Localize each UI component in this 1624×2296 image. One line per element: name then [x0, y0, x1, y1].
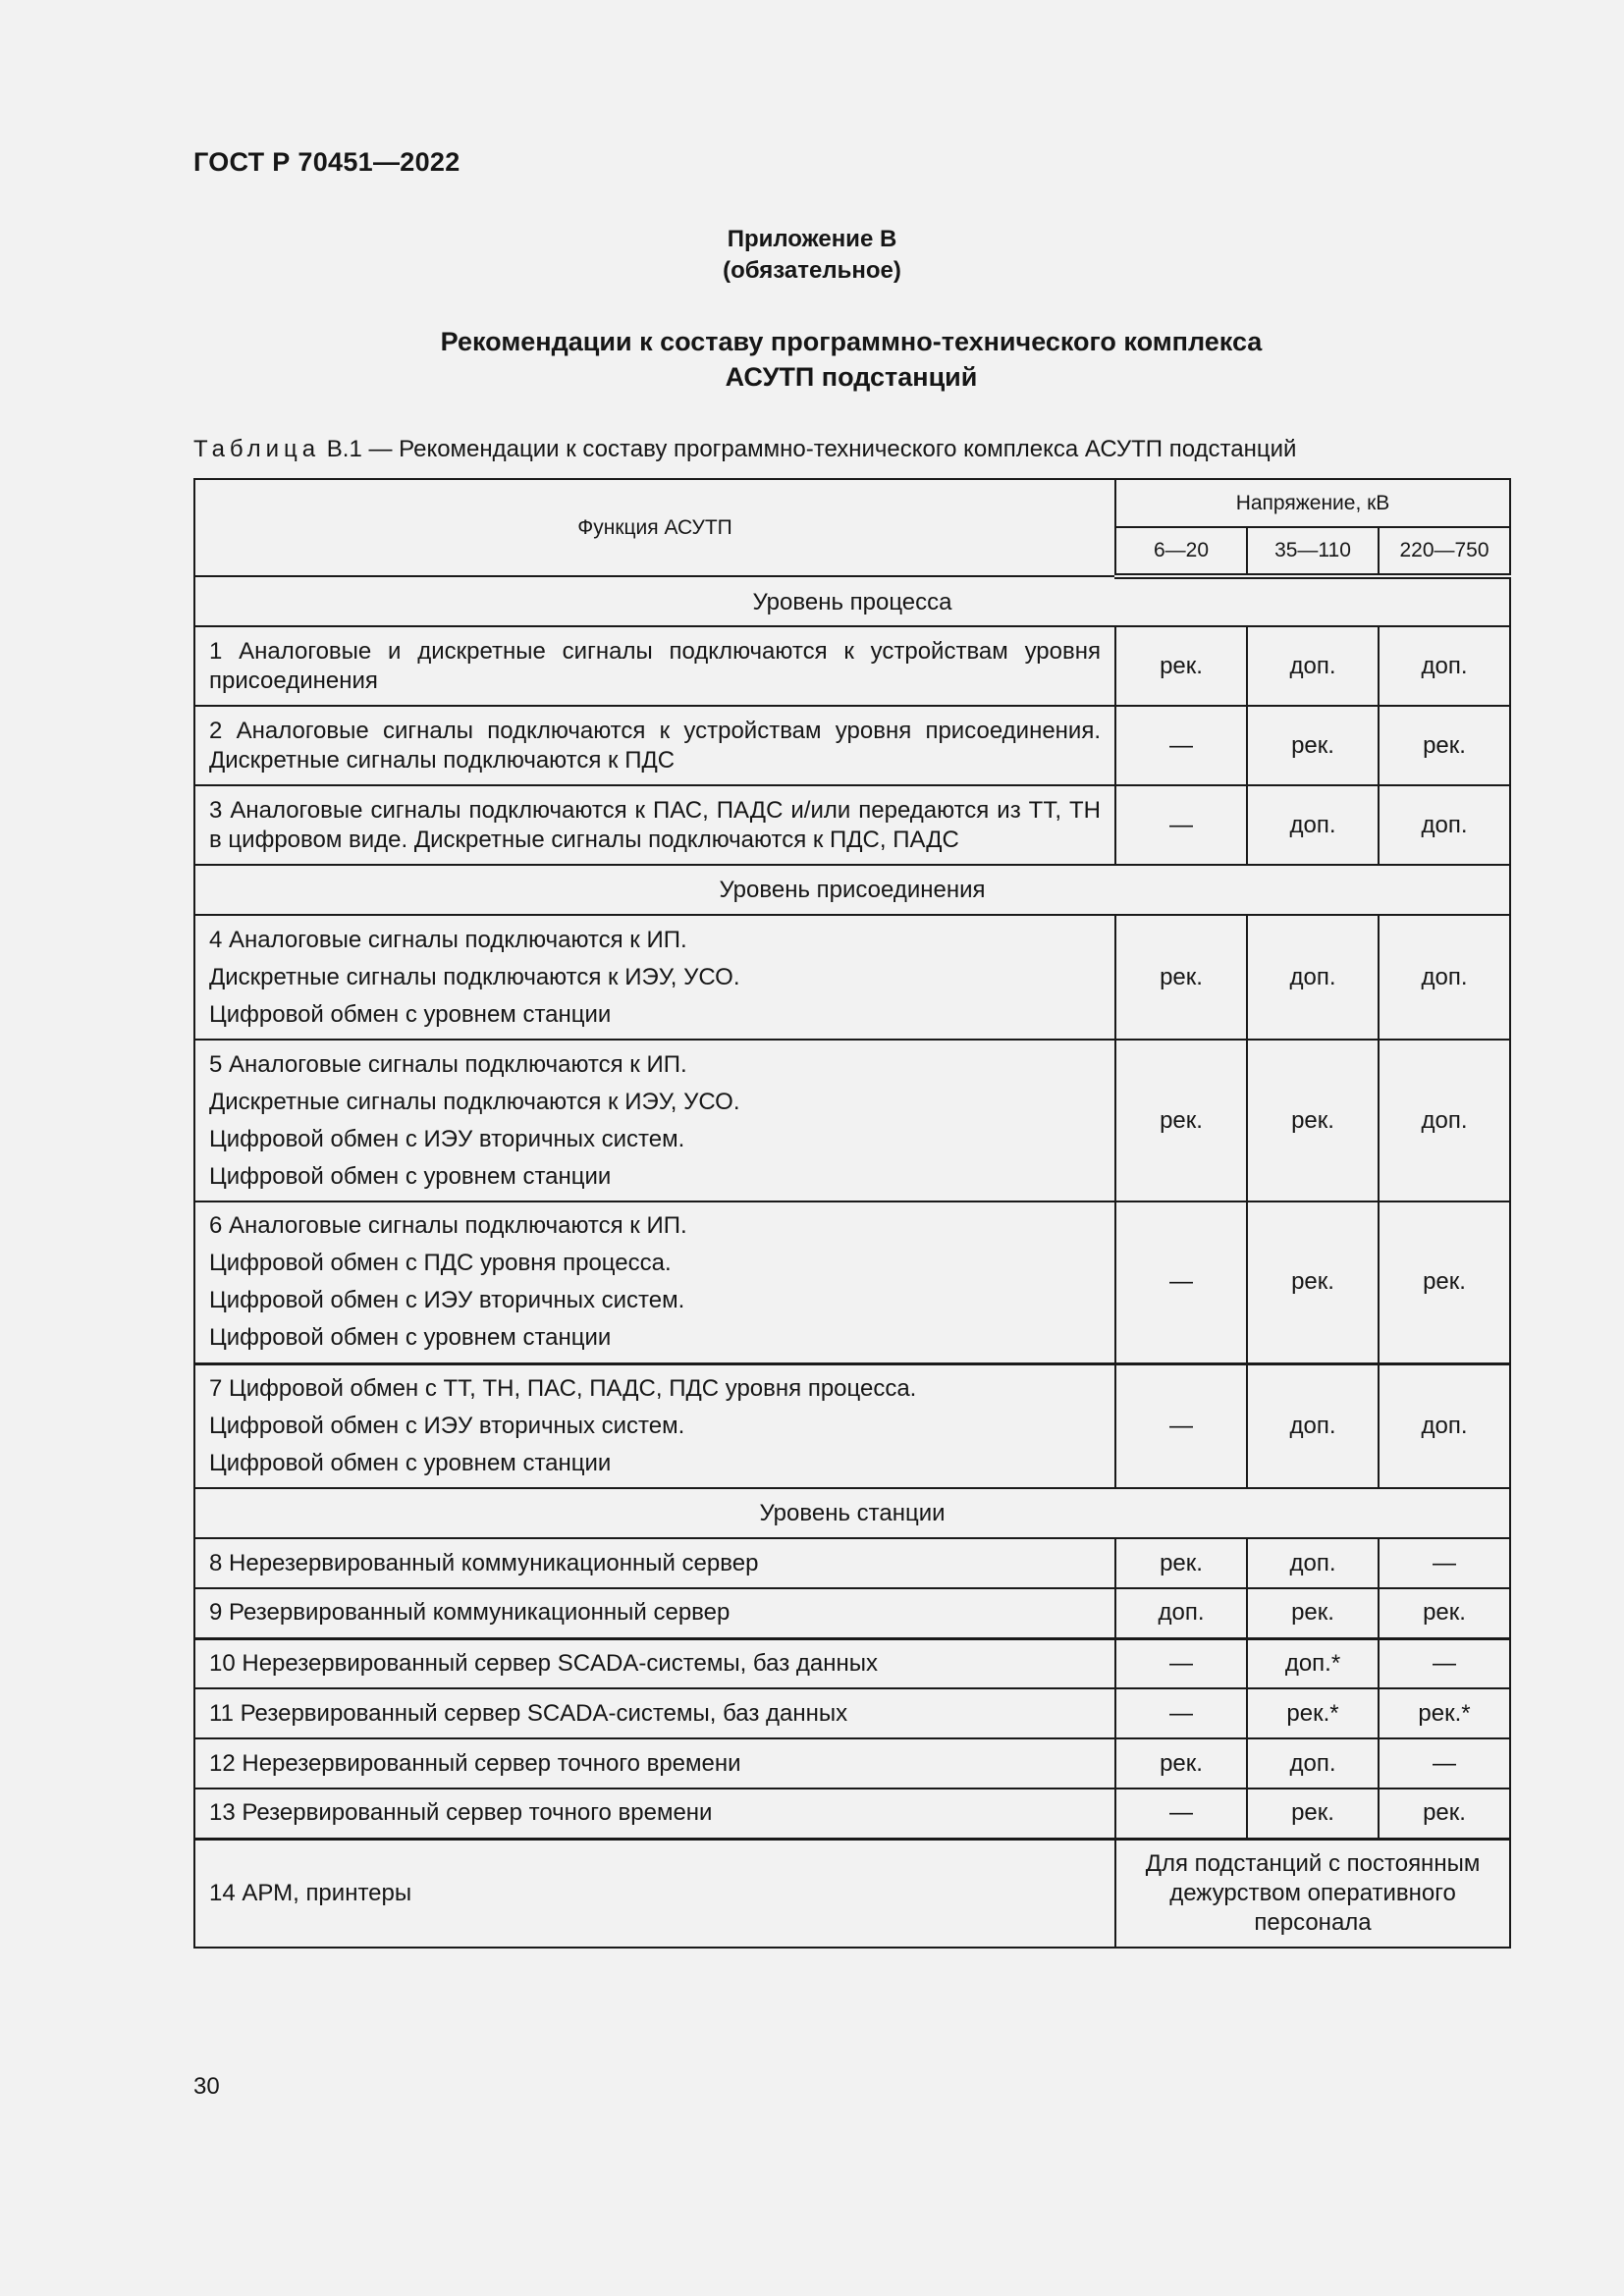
function-cell: 11 Резервированный сервер SCADA-системы, баз данных: [194, 1688, 1115, 1738]
function-text: Цифровой обмен с уровнем станции: [209, 1324, 612, 1352]
section-row: Уровень станции: [194, 1488, 1510, 1538]
function-text: Дискретные сигналы подключаются к ИЭУ, УСО.: [209, 963, 740, 990]
value-cell: рек.: [1379, 1201, 1510, 1363]
header-function: Функция АСУТП: [194, 479, 1115, 576]
function-text: Цифровой обмен с ИЭУ вторичных систем.: [209, 1125, 685, 1152]
value-cell: доп.: [1247, 915, 1379, 1040]
function-text: 4 Аналоговые сигналы подключаются к ИП.: [209, 926, 687, 953]
function-cell: 13 Резервированный сервер точного времени: [194, 1789, 1115, 1839]
value-cell: рек.*: [1247, 1688, 1379, 1738]
function-cell: 8 Нерезервированный коммуникационный сервер: [194, 1538, 1115, 1588]
value-cell: рек.: [1247, 1588, 1379, 1638]
value-cell: рек.: [1115, 626, 1247, 706]
value-cell: доп.: [1247, 1363, 1379, 1488]
function-cell: [194, 785, 1115, 865]
value-cell: рек.: [1247, 706, 1379, 785]
function-text: 5 Аналоговые сигналы подключаются к ИП.: [209, 1050, 687, 1078]
function-text: 6 Аналоговые сигналы подключаются к ИП.: [209, 1212, 687, 1240]
section-heading-line-1: Рекомендации к составу программно-технического комплекса: [440, 327, 1263, 356]
appendix-status: (обязательное): [723, 257, 901, 284]
function-text: Цифровой обмен с уровнем станции: [209, 1162, 612, 1190]
recommendations-table: [193, 478, 1511, 1949]
appendix-heading: [0, 224, 1624, 287]
value-cell: доп.: [1247, 1538, 1379, 1588]
function-text: Цифровой обмен с ИЭУ вторичных систем.: [209, 1287, 685, 1314]
header-voltage-range: 6—20: [1115, 527, 1247, 576]
function-text: 2 Аналоговые сигналы подключаются к устройствам уровня присоединения. Дискретные сигналы подключаются к ПДС: [209, 717, 1101, 774]
appendix-title: Приложение В: [727, 226, 897, 252]
header-voltage: Напряжение, кВ: [1115, 479, 1510, 527]
value-cell: рек.*: [1379, 1688, 1510, 1738]
value-cell: доп.: [1379, 1363, 1510, 1488]
value-cell: доп.: [1115, 1588, 1247, 1638]
function-text: Цифровой обмен с ПДС уровня процесса.: [209, 1250, 672, 1277]
function-cell: 14 АРМ, принтеры: [194, 1839, 1115, 1948]
function-cell: [194, 915, 1115, 1040]
header-voltage-range: 35—110: [1247, 527, 1379, 576]
section-row: Уровень процесса: [194, 576, 1510, 626]
section-heading-line-2: АСУТП подстанций: [725, 362, 978, 392]
function-cell: 9 Резервированный коммуникационный сервер: [194, 1588, 1115, 1638]
function-text: Цифровой обмен с уровнем станции: [209, 1000, 612, 1028]
page-number: 30: [193, 2073, 220, 2100]
function-cell: [194, 1201, 1115, 1363]
value-cell: —: [1115, 1789, 1247, 1839]
function-text: Дискретные сигналы подключаются к ИЭУ, УСО.: [209, 1088, 740, 1115]
value-cell: —: [1379, 1638, 1510, 1688]
value-cell: рек.: [1247, 1201, 1379, 1363]
value-cell: —: [1379, 1738, 1510, 1789]
value-cell: доп.: [1379, 785, 1510, 865]
function-text: 3 Аналоговые сигналы подключаются к ПАС, ПАДС и/или передаются из ТТ, ТН в цифровом виде. Дискретные сигналы подключаются к ПДС, ПАДС: [209, 796, 1101, 853]
function-cell: [194, 1363, 1115, 1488]
value-cell: рек.: [1115, 1040, 1247, 1201]
value-cell: —: [1115, 1363, 1247, 1488]
value-cell: доп.: [1379, 915, 1510, 1040]
function-cell: 10 Нерезервированный сервер SCADA-системы, баз данных: [194, 1638, 1115, 1688]
value-cell: рек.: [1247, 1789, 1379, 1839]
value-cell: —: [1115, 706, 1247, 785]
function-text: Цифровой обмен с ИЭУ вторичных систем.: [209, 1412, 685, 1439]
function-text: 7 Цифровой обмен с ТТ, ТН, ПАС, ПАДС, ПДС уровня процесса.: [209, 1374, 917, 1402]
value-cell: —: [1115, 1201, 1247, 1363]
function-text: Цифровой обмен с уровнем станции: [209, 1449, 612, 1476]
value-cell: доп.: [1247, 1738, 1379, 1789]
function-cell: [194, 626, 1115, 706]
value-cell: —: [1115, 1638, 1247, 1688]
header-voltage-range: 220—750: [1379, 527, 1510, 576]
value-cell: доп.: [1379, 626, 1510, 706]
value-cell: рек.: [1379, 1789, 1510, 1839]
note-cell: Для подстанций с постоянным дежурством оперативного персонала: [1115, 1839, 1510, 1948]
value-cell: доп.: [1379, 1040, 1510, 1201]
value-cell: рек.: [1115, 915, 1247, 1040]
value-cell: рек.: [1379, 706, 1510, 785]
function-text: 1 Аналоговые и дискретные сигналы подключаются к устройствам уровня присоединения: [209, 637, 1101, 694]
table-caption-label: Таблица: [193, 436, 321, 462]
value-cell: доп.: [1247, 785, 1379, 865]
value-cell: рек.: [1379, 1588, 1510, 1638]
function-cell: 12 Нерезервированный сервер точного времени: [194, 1738, 1115, 1789]
value-cell: —: [1379, 1538, 1510, 1588]
value-cell: доп.*: [1247, 1638, 1379, 1688]
table-caption: [193, 436, 1296, 463]
table-caption-text: В.1 — Рекомендации к составу программно-технического комплекса АСУТП подстанций: [320, 436, 1297, 462]
function-cell: [194, 1040, 1115, 1201]
value-cell: рек.: [1115, 1538, 1247, 1588]
function-cell: [194, 706, 1115, 785]
value-cell: —: [1115, 785, 1247, 865]
document-code: ГОСТ Р 70451—2022: [193, 147, 460, 177]
section-row: Уровень присоединения: [194, 865, 1510, 915]
section-heading: [0, 324, 1624, 395]
value-cell: доп.: [1247, 626, 1379, 706]
value-cell: рек.: [1115, 1738, 1247, 1789]
value-cell: рек.: [1247, 1040, 1379, 1201]
value-cell: —: [1115, 1688, 1247, 1738]
